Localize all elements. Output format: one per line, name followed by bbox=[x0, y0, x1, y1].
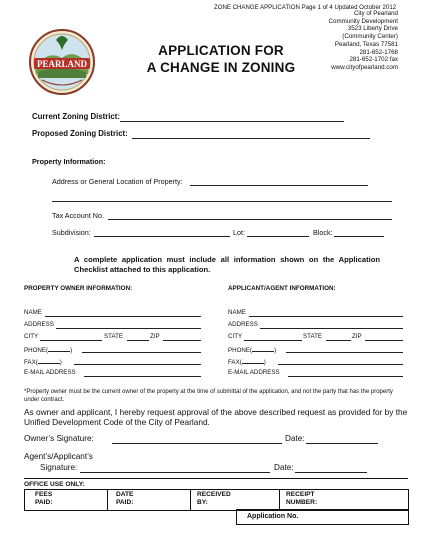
agent-state-label: STATE bbox=[303, 333, 323, 340]
owner-city-label: CITY bbox=[24, 333, 39, 340]
owner-signature-label: Owner’s Signature: bbox=[24, 434, 94, 443]
proposed-zoning-field[interactable] bbox=[132, 130, 370, 139]
owner-name-label: NAME bbox=[24, 309, 42, 316]
owner-zip-label: ZIP bbox=[150, 333, 160, 340]
title-line-2: A CHANGE IN ZONING bbox=[146, 60, 296, 75]
property-info-heading: Property Information: bbox=[32, 157, 106, 166]
address-line: Community Development bbox=[328, 17, 398, 25]
address-line: City of Pearland bbox=[353, 10, 398, 17]
subdivision-label: Subdivision: bbox=[52, 228, 91, 237]
owner-fax-prefix: FAX( bbox=[24, 359, 38, 366]
checklist-notice: A complete application must include all information shown on the Application Checklist attached to this application. bbox=[74, 255, 380, 274]
agent-email-field[interactable] bbox=[288, 369, 403, 377]
page-title bbox=[116, 42, 326, 76]
agent-address-label: ADDRESS bbox=[228, 321, 258, 328]
block-label: Block: bbox=[313, 228, 333, 237]
owner-city-field[interactable] bbox=[40, 333, 102, 341]
agent-fax-area-field[interactable] bbox=[242, 357, 264, 364]
lot-label: Lot: bbox=[233, 228, 245, 237]
agent-state-field[interactable] bbox=[326, 333, 351, 341]
application-number-label: Application No. bbox=[247, 513, 299, 520]
agent-date-field[interactable] bbox=[295, 464, 367, 473]
office-col-received bbox=[191, 490, 280, 510]
agent-phone-prefix: PHONE( bbox=[228, 347, 253, 354]
agent-city-label: CITY bbox=[228, 333, 243, 340]
owner-address-field[interactable] bbox=[56, 321, 201, 329]
owner-name-field[interactable] bbox=[45, 309, 201, 317]
proposed-zoning-label: Proposed Zoning District: bbox=[32, 129, 128, 138]
address-location-field-2[interactable] bbox=[52, 194, 392, 202]
agent-email-label: E-MAIL ADDRESS bbox=[228, 369, 280, 376]
pearland-logo-icon bbox=[28, 28, 96, 96]
owner-fax-label bbox=[24, 357, 62, 367]
application-number-box[interactable] bbox=[236, 509, 409, 525]
agent-signature-label-1: Agent’s/Applicant’s bbox=[24, 452, 93, 461]
address-line: 281-652-1768 bbox=[359, 48, 398, 56]
request-statement: As owner and applicant, I hereby request approval of the above described request as provided for by the Unified Development Code of the City of Pearland. bbox=[24, 407, 408, 428]
agent-date-label: Date: bbox=[274, 463, 294, 472]
city-address-block bbox=[329, 10, 398, 72]
agent-phone-area-field[interactable] bbox=[252, 345, 277, 354]
city-logo bbox=[28, 28, 96, 96]
agent-zip-field[interactable] bbox=[365, 333, 403, 341]
office-col-label: PAID: bbox=[116, 499, 134, 506]
agent-name-label: NAME bbox=[228, 309, 246, 316]
subdivision-field[interactable] bbox=[94, 229, 230, 237]
owner-phone-prefix: PHONE( bbox=[24, 347, 49, 354]
owner-signature-field[interactable] bbox=[112, 435, 282, 444]
office-col-receipt bbox=[280, 490, 408, 510]
office-use-table bbox=[24, 489, 409, 511]
address-line: www.cityofpearland.com bbox=[331, 63, 398, 71]
office-col-fees bbox=[25, 490, 108, 510]
agent-fax-prefix: FAX( bbox=[228, 359, 242, 366]
office-col-label: RECEIPT bbox=[286, 491, 315, 498]
owner-address-label: ADDRESS bbox=[24, 321, 54, 328]
agent-name-field[interactable] bbox=[249, 309, 403, 317]
current-zoning-label: Current Zoning District: bbox=[32, 112, 120, 121]
lot-field[interactable] bbox=[247, 229, 309, 237]
owner-phone-paren: ) bbox=[70, 347, 73, 354]
office-col-label: PAID: bbox=[35, 499, 53, 506]
current-zoning-field[interactable] bbox=[120, 113, 344, 122]
owner-fax-field[interactable] bbox=[74, 357, 201, 365]
agent-phone-paren: ) bbox=[274, 347, 277, 354]
owner-phone-field[interactable] bbox=[82, 345, 201, 353]
agent-fax-paren: ) bbox=[263, 359, 266, 366]
owner-date-label: Date: bbox=[285, 434, 305, 443]
owner-fax-paren: ) bbox=[59, 359, 62, 366]
office-col-label: FEES bbox=[35, 491, 53, 498]
title-line-1: APPLICATION FOR bbox=[158, 43, 284, 58]
agent-phone-field[interactable] bbox=[286, 345, 403, 353]
address-location-label: Address or General Location of Property: bbox=[52, 177, 183, 186]
tax-account-label: Tax Account No. bbox=[52, 211, 104, 220]
owner-info-heading: PROPERTY OWNER INFORMATION: bbox=[24, 285, 133, 292]
owner-phone-label bbox=[24, 345, 72, 355]
owner-zip-field[interactable] bbox=[163, 333, 201, 341]
svg-text:PEARLAND: PEARLAND bbox=[36, 59, 88, 69]
form-revision-line: ZONE CHANGE APPLICATION Page 1 of 4 Updated October 2012 bbox=[214, 4, 397, 11]
owner-date-field[interactable] bbox=[306, 435, 378, 444]
agent-info-heading: APPLICANT/AGENT INFORMATION: bbox=[228, 285, 336, 292]
address-line: 281-652-1702 fax bbox=[349, 56, 398, 64]
address-location-field[interactable] bbox=[190, 178, 368, 186]
block-field[interactable] bbox=[334, 229, 384, 237]
owner-phone-area-field[interactable] bbox=[48, 345, 73, 354]
agent-zip-label: ZIP bbox=[352, 333, 362, 340]
tax-account-field[interactable] bbox=[108, 212, 392, 220]
agent-fax-label bbox=[228, 357, 266, 367]
owner-state-label: STATE bbox=[104, 333, 124, 340]
office-col-label: BY: bbox=[197, 499, 208, 506]
agent-address-field[interactable] bbox=[260, 321, 403, 329]
office-col-label: DATE bbox=[116, 491, 134, 498]
agent-signature-field[interactable] bbox=[80, 464, 270, 473]
address-line: Pearland, Texas 77581 bbox=[334, 40, 398, 48]
office-divider bbox=[24, 478, 408, 479]
owner-state-field[interactable] bbox=[127, 333, 149, 341]
owner-footnote: *Property owner must be the current owner of the property at the time of submittal of the application, and not the party that has the property under contract. bbox=[24, 389, 393, 403]
address-line: (Community Center) bbox=[342, 33, 398, 41]
owner-fax-area-field[interactable] bbox=[38, 357, 60, 364]
address-line: 3523 Liberty Drive bbox=[347, 25, 398, 33]
office-col-label: RECEIVED bbox=[197, 491, 231, 498]
office-col-date bbox=[108, 490, 191, 510]
owner-email-field[interactable] bbox=[84, 369, 201, 377]
office-col-label: NUMBER: bbox=[286, 499, 318, 506]
agent-fax-field[interactable] bbox=[278, 357, 403, 365]
agent-phone-label bbox=[228, 345, 276, 355]
office-use-heading: OFFICE USE ONLY: bbox=[24, 481, 85, 488]
agent-signature-label-2: Signature: bbox=[40, 463, 78, 472]
agent-city-field[interactable] bbox=[244, 333, 302, 341]
owner-email-label: E-MAIL ADDRESS bbox=[24, 369, 76, 376]
